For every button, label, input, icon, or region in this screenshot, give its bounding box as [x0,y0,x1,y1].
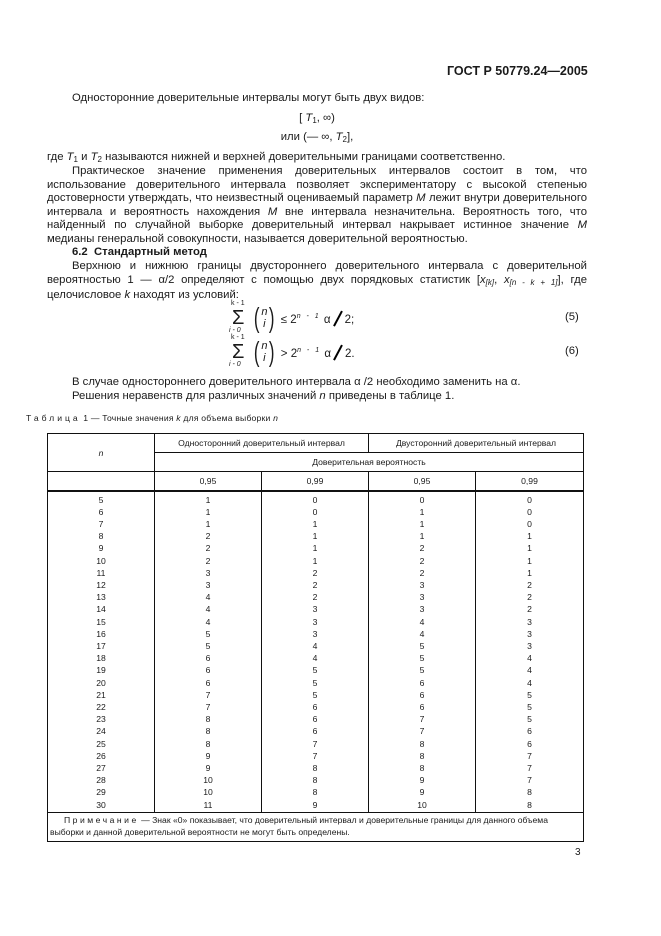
cell-k: 1 [262,530,369,542]
cell-k: 8 [476,799,584,813]
cell-n: 14 [48,603,155,615]
cell-k: 8 [369,738,476,750]
cell-k: 8 [262,786,369,798]
cell-n: 26 [48,750,155,762]
table-row [48,555,584,567]
cell-k: 6 [476,738,584,750]
cell-n: 21 [48,689,155,701]
table-row [48,713,584,725]
cell-k: 7 [476,750,584,762]
table-row [48,799,584,813]
cell-k: 7 [369,725,476,737]
cell-k: 9 [369,774,476,786]
cell-k: 8 [155,713,262,725]
practical-paragraph: Практическое значение применения доверительных интервалов состоит в том, что использование доверительного интервала позволяет экспериментатору с высокой степенью достоверности утверждать, что неизвестный оцениваемый параметр M лежит внутри доверительного интервала и вероятность нахождения M вне интервала незначительна. Вероятность того, что найденный по случайной выборке доверительный интервал накрывает истинное значение M медианы генеральной совокупности, называется доверительной вероятностью. [47,165,587,245]
cell-k: 3 [369,591,476,603]
cell-k: 6 [262,725,369,737]
cell-k: 4 [369,616,476,628]
cell-k: 4 [155,591,262,603]
table-row [48,762,584,774]
cell-k: 8 [155,725,262,737]
cell-k: 9 [369,786,476,798]
cell-k: 4 [262,652,369,664]
cell-k: 8 [155,738,262,750]
table-row [48,701,584,713]
header-confidence: Доверительная вероятность [155,453,584,472]
cell-k: 2 [476,603,584,615]
cell-k: 3 [262,616,369,628]
cell-k: 2 [262,579,369,591]
cell-k: 2 [262,567,369,579]
table-row [48,616,584,628]
cell-k: 1 [476,567,584,579]
cell-k: 3 [369,603,476,615]
header-level: 0,95 [369,472,476,491]
cell-k: 5 [476,713,584,725]
cell-k: 3 [262,603,369,615]
cell-k: 8 [369,762,476,774]
cell-k: 4 [262,640,369,652]
section-heading: 6.2 Стандартный метод [72,246,207,258]
formula-6: k - 1 Σ i - 0 ( n i ) > $2^{n - 1}$ α 2. [229,334,355,368]
table-row [48,664,584,676]
cell-k: 5 [476,689,584,701]
cell-k: 8 [262,774,369,786]
cell-k: 6 [476,725,584,737]
binomial-coefficient: ( n i ) [253,336,275,367]
table-body [48,491,584,813]
cell-n: 24 [48,725,155,737]
header-level: 0,99 [476,472,584,491]
table-row [48,491,584,506]
cell-n: 17 [48,640,155,652]
cell-n: 13 [48,591,155,603]
cell-k: 0 [476,518,584,530]
cell-k: 9 [155,750,262,762]
cell-k: 9 [155,762,262,774]
cell-k: 7 [369,713,476,725]
interval-formula-2: или (— ∞, $T_2$], [280,131,354,144]
cell-k: 7 [155,701,262,713]
sum-symbol: k - 1 Σ i - 0 [229,334,245,368]
cell-k: 1 [476,555,584,567]
cell-k: 1 [369,518,476,530]
cell-k: 7 [476,774,584,786]
cell-n: 18 [48,652,155,664]
bounds-definition: где $T_1$ и $T_2$ называются нижней и верхней доверительными границами соответственно. [47,151,506,164]
table-row [48,786,584,798]
cell-k: 1 [369,506,476,518]
cell-k: 6 [155,652,262,664]
cell-n: 28 [48,774,155,786]
table-row [48,542,584,554]
cell-k: 0 [262,506,369,518]
cell-k: 3 [155,567,262,579]
sum-symbol: k - 1 Σ i - 0 [229,300,245,334]
table-row [48,652,584,664]
cell-k: 2 [155,555,262,567]
cell-k: 2 [476,591,584,603]
cell-k: 6 [369,689,476,701]
cell-k: 1 [262,518,369,530]
cell-k: 4 [369,628,476,640]
cell-k: 0 [262,491,369,506]
division-slash [333,310,343,326]
cell-n: 12 [48,579,155,591]
cell-k: 5 [155,628,262,640]
cell-k: 11 [155,799,262,813]
table-row [48,628,584,640]
cell-n: 10 [48,555,155,567]
table-reference: Решения неравенств для различных значений n приведены в таблице 1. [72,390,455,402]
table-row [48,530,584,542]
header-level: 0,95 [155,472,262,491]
cell-k: 4 [476,652,584,664]
cell-k: 2 [155,530,262,542]
cell-k: 7 [476,762,584,774]
binomial-coefficient: ( n i ) [253,302,275,333]
cell-n: 20 [48,677,155,689]
header-level: 0,99 [262,472,369,491]
cell-n: 29 [48,786,155,798]
cell-k: 2 [155,542,262,554]
page-number: 3 [575,847,581,858]
table-row [48,774,584,786]
alpha-note: В случае одностороннего доверительного интервала α /2 необходимо заменить на α. [72,376,521,388]
cell-n: 7 [48,518,155,530]
cell-k: 5 [155,640,262,652]
cell-k: 1 [476,542,584,554]
table-row [48,506,584,518]
cell-k: 5 [369,664,476,676]
cell-k: 6 [369,701,476,713]
intro-line: Односторонние доверительные интервалы могут быть двух видов: [72,92,425,104]
cell-k: 7 [262,750,369,762]
cell-n: 30 [48,799,155,813]
cell-k: 4 [476,664,584,676]
document-id: ГОСТ Р 50779.24—2005 [447,64,588,78]
header-two-sided: Двусторонний доверительный интервал [369,434,584,453]
cell-k: 4 [155,616,262,628]
table-row [48,738,584,750]
table-row [48,518,584,530]
table-row [48,579,584,591]
table-row [48,689,584,701]
cell-n: 27 [48,762,155,774]
cell-k: 8 [476,786,584,798]
cell-k: 3 [155,579,262,591]
header-n: n [48,434,155,472]
cell-k: 4 [155,603,262,615]
equation-number-5: (5) [565,311,579,323]
cell-k: 3 [476,640,584,652]
cell-k: 5 [476,701,584,713]
interval-formula-1: [ $T_1$, ∞) [299,112,335,125]
cell-k: 5 [262,664,369,676]
table-row [48,725,584,737]
cell-k: 3 [476,628,584,640]
cell-n: 9 [48,542,155,554]
header-empty [48,472,155,491]
cell-k: 6 [262,701,369,713]
cell-k: 2 [369,567,476,579]
cell-k: 1 [155,506,262,518]
cell-n: 19 [48,664,155,676]
table-caption: Таблица 1 — Точные значения k для объема выборки n [26,413,279,423]
cell-k: 2 [369,555,476,567]
cell-k: 10 [155,786,262,798]
cell-k: 6 [155,664,262,676]
cell-n: 23 [48,713,155,725]
table-row [48,567,584,579]
table-row [48,603,584,615]
cell-k: 9 [262,799,369,813]
cell-k: 1 [262,542,369,554]
cell-k: 8 [369,750,476,762]
k-values-table [47,433,584,842]
cell-k: 5 [369,640,476,652]
cell-k: 3 [369,579,476,591]
cell-n: 22 [48,701,155,713]
division-slash [333,344,343,360]
cell-n: 6 [48,506,155,518]
cell-k: 3 [476,616,584,628]
cell-k: 2 [476,579,584,591]
cell-k: 2 [262,591,369,603]
cell-k: 7 [262,738,369,750]
cell-k: 5 [369,652,476,664]
cell-k: 1 [155,518,262,530]
cell-k: 7 [155,689,262,701]
cell-k: 1 [155,491,262,506]
cell-n: 8 [48,530,155,542]
cell-k: 0 [369,491,476,506]
equation-number-6: (6) [565,345,579,357]
cell-k: 6 [369,677,476,689]
cell-k: 0 [476,506,584,518]
header-one-sided: Односторонний доверительный интервал [155,434,369,453]
cell-n: 16 [48,628,155,640]
formula-5: k - 1 Σ i - 0 ( n i ) ≤ $2^{n - 1}$ α 2; [229,300,355,334]
cell-k: 0 [476,491,584,506]
table-row [48,750,584,762]
cell-k: 2 [369,542,476,554]
cell-k: 10 [369,799,476,813]
cell-k: 6 [262,713,369,725]
cell-k: 1 [262,555,369,567]
cell-k: 1 [476,530,584,542]
cell-n: 25 [48,738,155,750]
cell-k: 5 [262,677,369,689]
cell-k: 6 [155,677,262,689]
cell-k: 3 [262,628,369,640]
cell-n: 15 [48,616,155,628]
cell-k: 4 [476,677,584,689]
method-paragraph: Верхнюю и нижнюю границы двустороннего доверительного интервала с доверительной вероятностью 1 — α/2 определяют с помощью двух порядковых статистик [$x_{[k]}$, $x_{[n - k + 1]}$], где целочисловое k находят из условий: [47,260,587,302]
cell-k: 10 [155,774,262,786]
table-row [48,640,584,652]
table-row [48,591,584,603]
cell-k: 1 [369,530,476,542]
cell-k: 8 [262,762,369,774]
cell-n: 11 [48,567,155,579]
table-row [48,677,584,689]
table-note: Примечание — Знак «0» показывает, что доверительный интервал и доверительные границы для данного объема выборки и данной доверительной вероятности не могут быть определены. [48,812,584,841]
table-note-row [48,812,584,841]
cell-n: 5 [48,491,155,506]
cell-k: 5 [262,689,369,701]
